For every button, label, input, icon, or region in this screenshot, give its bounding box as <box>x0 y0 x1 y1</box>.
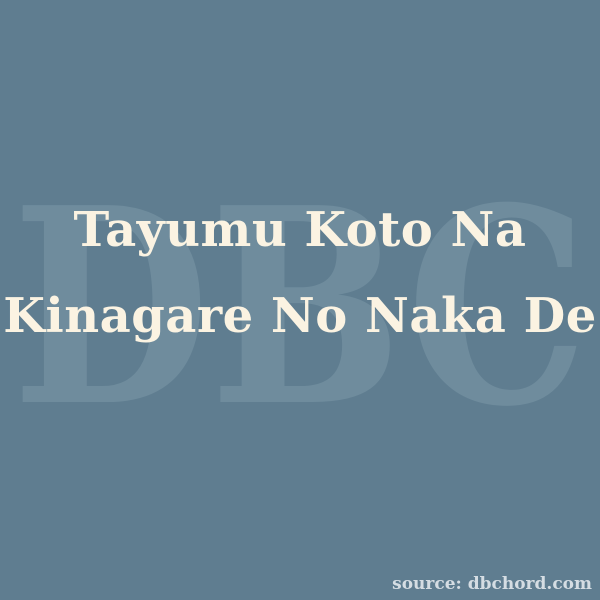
source-credit: source: dbchord.com <box>392 574 592 594</box>
title-line-2: Kinagare No Naka De <box>3 288 597 344</box>
watermark-text: DBC <box>12 150 588 420</box>
song-title <box>0 200 600 346</box>
title-line-1: Tayumu Koto Na <box>73 202 527 258</box>
